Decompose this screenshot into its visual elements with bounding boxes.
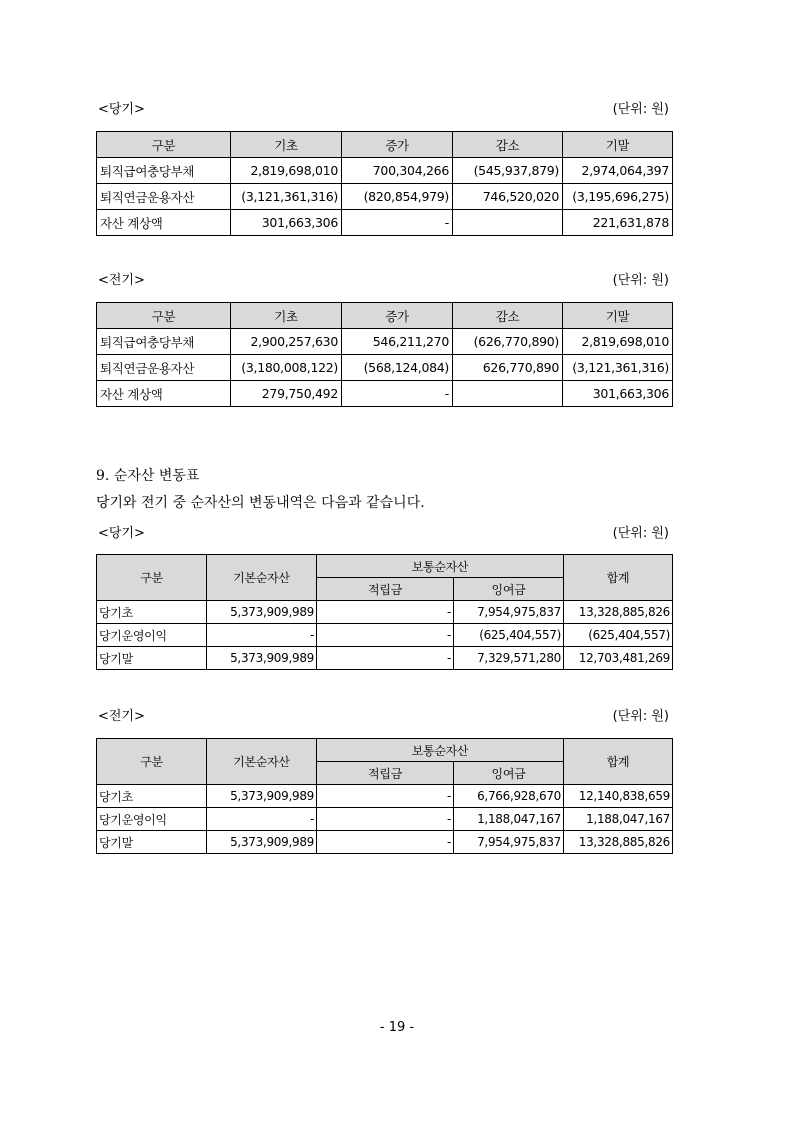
row-label: 자산 계상액	[97, 381, 231, 407]
row-label: 당기초	[97, 785, 207, 808]
unit-label: (단위: 원)	[612, 709, 669, 724]
header-cell: 기말	[563, 303, 673, 329]
value-cell: (625,404,557)	[454, 624, 564, 647]
unit-label: (단위: 원)	[612, 273, 669, 288]
page-number: - 19 -	[379, 1020, 415, 1035]
unit-label: (단위: 원)	[612, 102, 669, 117]
value-cell	[453, 210, 563, 236]
table-row	[97, 785, 673, 808]
period-label: <전기>	[98, 273, 145, 288]
table-header-row	[97, 739, 673, 762]
period-label: <당기>	[98, 526, 145, 541]
header-cell: 기초	[231, 303, 342, 329]
value-cell: 700,304,266	[342, 158, 453, 184]
value-cell: (820,854,979)	[342, 184, 453, 210]
row-label: 당기말	[97, 647, 207, 670]
row-label: 당기말	[97, 831, 207, 854]
table-row	[97, 808, 673, 831]
value-cell: 546,211,270	[342, 329, 453, 355]
header-cell: 적립금	[317, 578, 454, 601]
table-header-row	[97, 303, 673, 329]
header-cell: 기말	[563, 132, 673, 158]
header-cell: 구분	[97, 555, 207, 601]
equity-prior-table	[96, 738, 673, 854]
value-cell: 1,188,047,167	[564, 808, 673, 831]
value-cell: -	[317, 624, 454, 647]
value-cell: -	[342, 381, 453, 407]
table-row	[97, 601, 673, 624]
value-cell: (3,121,361,316)	[231, 184, 342, 210]
value-cell: 7,954,975,837	[454, 831, 564, 854]
header-cell: 감소	[453, 132, 563, 158]
value-cell	[453, 381, 563, 407]
header-cell: 기본순자산	[207, 555, 317, 601]
table-row	[97, 647, 673, 670]
value-cell: (626,770,890)	[453, 329, 563, 355]
value-cell: 5,373,909,989	[207, 831, 317, 854]
header-cell: 합계	[564, 555, 673, 601]
header-cell: 증가	[342, 303, 453, 329]
header-cell: 구분	[97, 739, 207, 785]
period-label: <당기>	[98, 102, 145, 117]
value-cell: -	[317, 601, 454, 624]
value-cell: 2,819,698,010	[231, 158, 342, 184]
value-cell: 2,900,257,630	[231, 329, 342, 355]
value-cell: (3,195,696,275)	[563, 184, 673, 210]
value-cell: 279,750,492	[231, 381, 342, 407]
table-header-row	[97, 555, 673, 578]
value-cell: (3,180,008,122)	[231, 355, 342, 381]
equity-prior-caption	[96, 708, 672, 726]
value-cell: 5,373,909,989	[207, 647, 317, 670]
table-row	[97, 184, 673, 210]
value-cell: 221,631,878	[563, 210, 673, 236]
table-row	[97, 355, 673, 381]
retirement-prior-caption	[96, 272, 672, 290]
value-cell: (545,937,879)	[453, 158, 563, 184]
value-cell: 7,329,571,280	[454, 647, 564, 670]
header-cell: 보통순자산	[317, 739, 564, 762]
header-cell: 기본순자산	[207, 739, 317, 785]
retirement-prior-table	[96, 302, 673, 407]
value-cell: (568,124,084)	[342, 355, 453, 381]
value-cell: -	[317, 647, 454, 670]
value-cell: 626,770,890	[453, 355, 563, 381]
header-cell: 합계	[564, 739, 673, 785]
value-cell: 13,328,885,826	[564, 601, 673, 624]
value-cell: 12,703,481,269	[564, 647, 673, 670]
table-header-row	[97, 132, 673, 158]
section-intro: 당기와 전기 중 순자산의 변동내역은 다음과 같습니다.	[96, 495, 425, 511]
value-cell: -	[342, 210, 453, 236]
value-cell: -	[317, 808, 454, 831]
row-label: 당기운영이익	[97, 624, 207, 647]
value-cell: -	[207, 808, 317, 831]
header-cell: 감소	[453, 303, 563, 329]
header-cell: 적립금	[317, 762, 454, 785]
header-cell: 잉여금	[454, 762, 564, 785]
row-label: 퇴직급여충당부채	[97, 329, 231, 355]
row-label: 당기운영이익	[97, 808, 207, 831]
value-cell: 1,188,047,167	[454, 808, 564, 831]
value-cell: 5,373,909,989	[207, 601, 317, 624]
row-label: 당기초	[97, 601, 207, 624]
value-cell: 301,663,306	[563, 381, 673, 407]
value-cell: 7,954,975,837	[454, 601, 564, 624]
equity-current-caption	[96, 525, 672, 543]
value-cell: 6,766,928,670	[454, 785, 564, 808]
header-cell: 기초	[231, 132, 342, 158]
header-cell: 보통순자산	[317, 555, 564, 578]
value-cell: 2,819,698,010	[563, 329, 673, 355]
table-row	[97, 158, 673, 184]
header-cell: 잉여금	[454, 578, 564, 601]
table-row	[97, 381, 673, 407]
header-cell: 증가	[342, 132, 453, 158]
header-cell: 구분	[97, 132, 231, 158]
retirement-current-caption	[96, 101, 672, 119]
value-cell: (3,121,361,316)	[563, 355, 673, 381]
row-label: 퇴직연금운용자산	[97, 184, 231, 210]
value-cell: 13,328,885,826	[564, 831, 673, 854]
table-row	[97, 624, 673, 647]
value-cell: 746,520,020	[453, 184, 563, 210]
value-cell: -	[317, 785, 454, 808]
value-cell: 301,663,306	[231, 210, 342, 236]
section-title: 9. 순자산 변동표	[96, 468, 200, 484]
value-cell: -	[317, 831, 454, 854]
value-cell: 5,373,909,989	[207, 785, 317, 808]
table-row	[97, 210, 673, 236]
value-cell: 12,140,838,659	[564, 785, 673, 808]
row-label: 자산 계상액	[97, 210, 231, 236]
value-cell: (625,404,557)	[564, 624, 673, 647]
retirement-current-table	[96, 131, 673, 236]
row-label: 퇴직연금운용자산	[97, 355, 231, 381]
table-row	[97, 831, 673, 854]
header-cell: 구분	[97, 303, 231, 329]
period-label: <전기>	[98, 709, 145, 724]
row-label: 퇴직급여충당부채	[97, 158, 231, 184]
equity-current-table	[96, 554, 673, 670]
unit-label: (단위: 원)	[612, 526, 669, 541]
value-cell: 2,974,064,397	[563, 158, 673, 184]
value-cell: -	[207, 624, 317, 647]
table-row	[97, 329, 673, 355]
